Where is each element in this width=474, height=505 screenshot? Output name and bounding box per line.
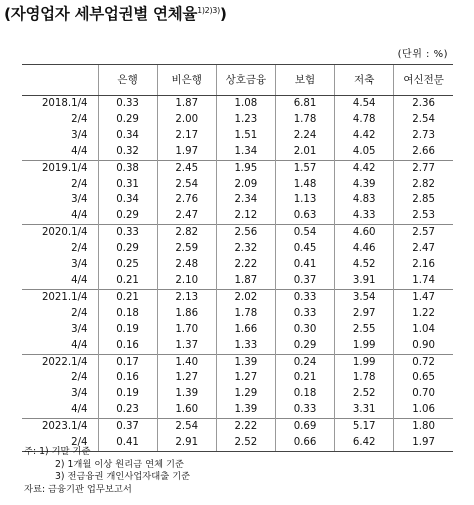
cell-nonbank: 1.86	[157, 306, 216, 322]
cell-insurance: 0.54	[275, 225, 334, 241]
cell-period: 3/4	[71, 194, 88, 206]
cell-insurance: 0.66	[275, 435, 334, 451]
cell-nonbank: 1.27	[157, 370, 216, 386]
cell-nonbank: 2.13	[157, 289, 216, 305]
table-row	[22, 354, 453, 370]
table-row	[22, 370, 453, 386]
table-row	[22, 96, 453, 112]
cell-credit-specialized: 2.36	[394, 96, 453, 112]
table-row	[22, 144, 453, 160]
cell-credit-specialized: 2.77	[394, 160, 453, 176]
page-title	[4, 2, 227, 24]
cell-nonbank: 1.40	[157, 354, 216, 370]
cell-mutual-finance: 1.66	[216, 322, 275, 338]
footnote-1: 주: 1) 기말 기준	[24, 446, 91, 457]
cell-period: 3/4	[71, 388, 88, 400]
cell-nonbank: 2.76	[157, 192, 216, 208]
table-row	[22, 402, 453, 418]
cell-credit-specialized: 2.54	[394, 112, 453, 128]
cell-bank: 0.33	[98, 96, 157, 112]
cell-insurance: 0.18	[275, 386, 334, 402]
cell-credit-specialized: 2.16	[394, 257, 453, 273]
cell-credit-specialized: 1.80	[394, 419, 453, 435]
cell-period: 2/4	[71, 113, 88, 125]
cell-mutual-finance: 2.32	[216, 241, 275, 257]
cell-insurance: 0.33	[275, 289, 334, 305]
header-cell-period	[22, 65, 98, 96]
cell-nonbank: 2.45	[157, 160, 216, 176]
cell-period: 2020.1/4	[22, 225, 98, 241]
table-row	[22, 112, 453, 128]
cell-mutual-finance: 2.09	[216, 177, 275, 193]
cell-period: 2022.1/4	[22, 354, 98, 370]
cell-credit-specialized: 0.65	[394, 370, 453, 386]
table-header-row	[22, 65, 453, 96]
cell-nonbank: 1.70	[157, 322, 216, 338]
cell-insurance: 0.33	[275, 306, 334, 322]
cell-nonbank: 2.54	[157, 177, 216, 193]
cell-bank: 0.19	[98, 322, 157, 338]
cell-insurance: 0.45	[275, 241, 334, 257]
cell-mutual-finance: 1.39	[216, 354, 275, 370]
cell-nonbank: 2.17	[157, 128, 216, 144]
table-row	[22, 386, 453, 402]
cell-credit-specialized: 2.47	[394, 241, 453, 257]
cell-insurance: 0.30	[275, 322, 334, 338]
cell-bank: 0.33	[98, 225, 157, 241]
cell-period: 3/4	[71, 323, 88, 335]
cell-savings-bank: 4.46	[335, 241, 394, 257]
cell-nonbank: 2.00	[157, 112, 216, 128]
table-row	[22, 322, 453, 338]
cell-period: 2019.1/4	[22, 160, 98, 176]
cell-period: 2/4	[71, 307, 88, 319]
cell-nonbank: 1.87	[157, 96, 216, 112]
cell-credit-specialized: 0.72	[394, 354, 453, 370]
header-cell-credit-specialized: 여신전문	[394, 65, 453, 96]
table-row	[22, 160, 453, 176]
header-cell-insurance: 보험	[275, 65, 334, 96]
cell-mutual-finance: 1.29	[216, 386, 275, 402]
cell-savings-bank: 3.54	[335, 289, 394, 305]
table-row	[22, 338, 453, 354]
cell-savings-bank: 2.97	[335, 306, 394, 322]
cell-insurance: 2.01	[275, 144, 334, 160]
cell-bank: 0.19	[98, 386, 157, 402]
cell-mutual-finance: 2.12	[216, 208, 275, 224]
cell-bank: 0.23	[98, 402, 157, 418]
cell-mutual-finance: 2.02	[216, 289, 275, 305]
cell-insurance: 0.24	[275, 354, 334, 370]
cell-bank: 0.17	[98, 354, 157, 370]
cell-bank: 0.37	[98, 419, 157, 435]
cell-bank: 0.21	[98, 273, 157, 289]
table-row	[22, 241, 453, 257]
cell-bank: 0.16	[98, 370, 157, 386]
cell-bank: 0.41	[98, 435, 157, 451]
cell-savings-bank: 3.91	[335, 273, 394, 289]
header-cell-mutual-finance: 상호금융	[216, 65, 275, 96]
delinquency-table	[22, 64, 453, 452]
cell-insurance: 1.13	[275, 192, 334, 208]
cell-insurance: 0.69	[275, 419, 334, 435]
cell-period: 4/4	[71, 210, 88, 222]
cell-credit-specialized: 1.74	[394, 273, 453, 289]
cell-insurance: 1.48	[275, 177, 334, 193]
header-cell-bank: 은행	[98, 65, 157, 96]
cell-credit-specialized: 1.06	[394, 402, 453, 418]
table-row	[22, 306, 453, 322]
cell-insurance: 1.78	[275, 112, 334, 128]
footnote-3: 3) 전금융권 개인사업자대출 기준	[55, 471, 191, 483]
cell-nonbank: 2.47	[157, 208, 216, 224]
cell-bank: 0.29	[98, 208, 157, 224]
cell-mutual-finance: 2.22	[216, 419, 275, 435]
cell-bank: 0.29	[98, 241, 157, 257]
source-note: 자료: 금융기관 업무보고서	[24, 483, 132, 495]
cell-credit-specialized: 2.53	[394, 208, 453, 224]
cell-nonbank: 1.39	[157, 386, 216, 402]
cell-mutual-finance: 1.27	[216, 370, 275, 386]
table-body	[22, 96, 453, 452]
header-cell-nonbank: 비은행	[157, 65, 216, 96]
cell-savings-bank: 4.42	[335, 128, 394, 144]
cell-savings-bank: 2.55	[335, 322, 394, 338]
cell-bank: 0.25	[98, 257, 157, 273]
cell-period: 3/4	[71, 129, 88, 141]
cell-credit-specialized: 2.57	[394, 225, 453, 241]
table-row	[22, 289, 453, 305]
cell-nonbank: 2.59	[157, 241, 216, 257]
cell-credit-specialized: 0.70	[394, 386, 453, 402]
cell-bank: 0.31	[98, 177, 157, 193]
cell-credit-specialized: 1.04	[394, 322, 453, 338]
cell-period: 2018.1/4	[41, 98, 88, 109]
cell-credit-specialized: 1.22	[394, 306, 453, 322]
cell-savings-bank: 4.52	[335, 257, 394, 273]
cell-bank: 0.16	[98, 338, 157, 354]
footnote-2: 2) 1개월 이상 원리금 연체 기준	[55, 458, 185, 470]
cell-mutual-finance: 2.34	[216, 192, 275, 208]
cell-mutual-finance: 1.08	[216, 96, 275, 112]
cell-period: 2/4	[71, 372, 88, 384]
cell-credit-specialized: 2.85	[394, 192, 453, 208]
cell-mutual-finance: 2.52	[216, 435, 275, 451]
cell-savings-bank: 1.99	[335, 338, 394, 354]
cell-credit-specialized: 2.82	[394, 177, 453, 193]
cell-savings-bank: 3.31	[335, 402, 394, 418]
cell-insurance: 0.63	[275, 208, 334, 224]
cell-savings-bank: 6.42	[335, 435, 394, 451]
table-row	[22, 225, 453, 241]
cell-insurance: 6.81	[275, 96, 334, 112]
cell-period: 4/4	[71, 145, 88, 157]
cell-mutual-finance: 1.39	[216, 402, 275, 418]
cell-insurance: 0.33	[275, 402, 334, 418]
cell-savings-bank: 4.78	[335, 112, 394, 128]
cell-nonbank: 2.82	[157, 225, 216, 241]
cell-mutual-finance: 1.78	[216, 306, 275, 322]
cell-savings-bank: 1.78	[335, 370, 394, 386]
cell-insurance: 0.37	[275, 273, 334, 289]
cell-period: 2/4	[22, 435, 98, 451]
cell-nonbank: 2.10	[157, 273, 216, 289]
cell-period: 2023.1/4	[22, 419, 98, 435]
cell-bank: 0.32	[98, 144, 157, 160]
cell-bank: 0.34	[98, 192, 157, 208]
title-text: (자영업자 세부업권별 연체율	[4, 5, 198, 23]
table-row	[22, 273, 453, 289]
cell-savings-bank: 4.60	[335, 225, 394, 241]
cell-credit-specialized: 2.66	[394, 144, 453, 160]
cell-period: 2/4	[71, 243, 88, 255]
cell-nonbank: 1.60	[157, 402, 216, 418]
cell-nonbank: 2.48	[157, 257, 216, 273]
title-footnote-marks: 1)2)3)	[197, 5, 220, 15]
cell-savings-bank: 2.52	[335, 386, 394, 402]
table-row	[22, 128, 453, 144]
table-row	[22, 257, 453, 273]
cell-period: 2021.1/4	[22, 289, 98, 305]
cell-savings-bank: 4.54	[335, 96, 394, 112]
cell-mutual-finance: 1.23	[216, 112, 275, 128]
cell-savings-bank: 4.83	[335, 192, 394, 208]
cell-period: 4/4	[71, 339, 88, 351]
cell-credit-specialized: 1.47	[394, 289, 453, 305]
title-close: )	[219, 5, 227, 23]
unit-label: (단위 : %)	[397, 49, 448, 60]
cell-mutual-finance: 1.34	[216, 144, 275, 160]
cell-savings-bank: 4.42	[335, 160, 394, 176]
cell-period: 2/4	[71, 178, 88, 190]
table-row	[22, 177, 453, 193]
cell-insurance: 2.24	[275, 128, 334, 144]
cell-credit-specialized: 2.73	[394, 128, 453, 144]
footnotes	[24, 446, 190, 496]
cell-mutual-finance: 1.33	[216, 338, 275, 354]
cell-savings-bank: 4.33	[335, 208, 394, 224]
cell-insurance: 1.57	[275, 160, 334, 176]
cell-savings-bank: 1.99	[335, 354, 394, 370]
table-row	[22, 419, 453, 435]
table-row	[22, 192, 453, 208]
cell-nonbank: 2.54	[157, 419, 216, 435]
cell-savings-bank: 5.17	[335, 419, 394, 435]
cell-bank: 0.38	[98, 160, 157, 176]
cell-mutual-finance: 2.22	[216, 257, 275, 273]
cell-credit-specialized: 1.97	[394, 435, 453, 451]
cell-mutual-finance: 2.56	[216, 225, 275, 241]
cell-period: 4/4	[71, 404, 88, 416]
cell-bank: 0.29	[98, 112, 157, 128]
cell-period: 3/4	[71, 259, 88, 271]
cell-bank: 0.21	[98, 289, 157, 305]
cell-bank: 0.34	[98, 128, 157, 144]
cell-credit-specialized: 0.90	[394, 338, 453, 354]
cell-bank: 0.18	[98, 306, 157, 322]
cell-period: 4/4	[71, 274, 88, 286]
table-row	[22, 208, 453, 224]
cell-savings-bank: 4.05	[335, 144, 394, 160]
cell-insurance: 0.29	[275, 338, 334, 354]
header-cell-savings-bank: 저축	[335, 65, 394, 96]
cell-insurance: 0.41	[275, 257, 334, 273]
cell-mutual-finance: 1.87	[216, 273, 275, 289]
cell-savings-bank: 4.39	[335, 177, 394, 193]
cell-mutual-finance: 1.95	[216, 160, 275, 176]
cell-nonbank: 1.97	[157, 144, 216, 160]
cell-nonbank: 1.37	[157, 338, 216, 354]
cell-nonbank: 2.91	[157, 435, 216, 451]
cell-insurance: 0.21	[275, 370, 334, 386]
cell-mutual-finance: 1.51	[216, 128, 275, 144]
